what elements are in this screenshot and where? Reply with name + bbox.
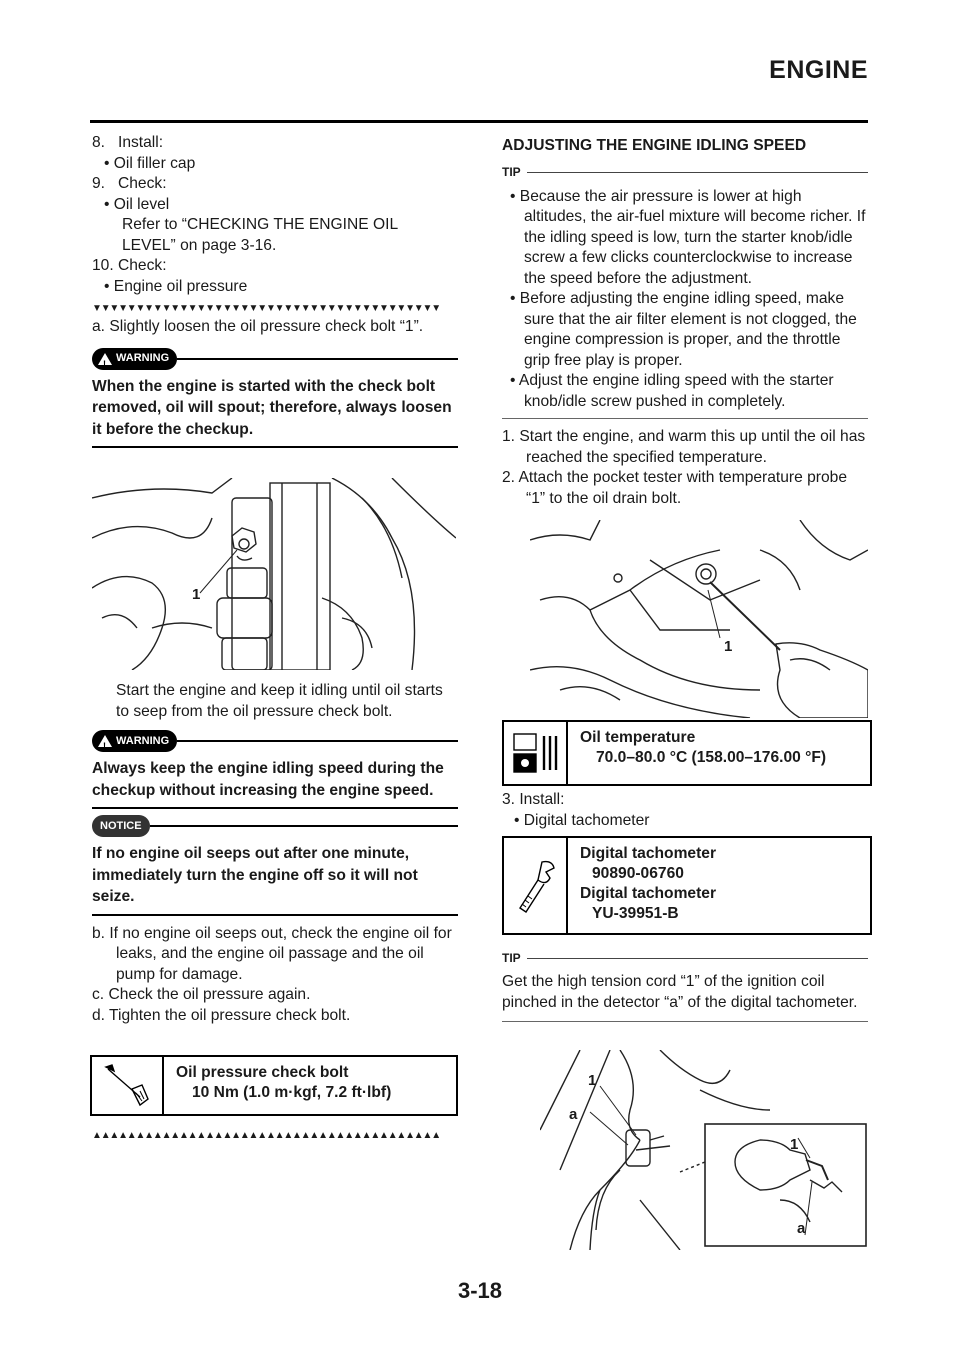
tip-item: • Because the air pressure is lower at high altitudes, the air-fuel mixture will become richer. If the idling speed is low, turn the starter knob/idle screw a few clicks counterclockwise to increase the speed before the adjustment. bbox=[510, 187, 866, 287]
figure-callout: 1 bbox=[192, 586, 201, 603]
step-1: 1. Start the engine, and warm this up until the oil has reached the specified temperature. bbox=[502, 428, 866, 466]
tip-header: TIP bbox=[502, 165, 868, 181]
right-column-mid bbox=[502, 790, 868, 831]
oil-temperature-spec-box bbox=[502, 720, 872, 786]
warning-text: Always keep the engine idling speed during the checkup without increasing the engine speed. bbox=[92, 760, 444, 799]
tool-name: Digital tachometer bbox=[580, 885, 717, 902]
step-item: • Oil filler cap bbox=[104, 154, 196, 172]
tip-text: Get the high tension cord “1” of the ignition coil pinched in the detector “a” of the digital tachometer. bbox=[502, 973, 858, 1011]
notice-header: NOTICE bbox=[92, 815, 458, 837]
procedure-end-marker: ▲▲▲▲▲▲▲▲▲▲▲▲▲▲▲▲▲▲▲▲▲▲▲▲▲▲▲▲▲▲▲▲▲▲▲▲▲▲▲▲ bbox=[92, 1130, 440, 1141]
figure-callout: 1 bbox=[588, 1072, 597, 1089]
page-title: ENGINE bbox=[769, 56, 868, 84]
warning-header: ! WARNING bbox=[92, 348, 458, 370]
gauge-icon bbox=[504, 722, 568, 784]
tool-part-number: 90890-06760 bbox=[592, 865, 684, 882]
figure-callout: 1 bbox=[790, 1136, 799, 1153]
warning-header: ! WARNING bbox=[92, 730, 458, 752]
section-title: ADJUSTING THE ENGINE IDLING SPEED bbox=[502, 137, 807, 154]
warning-icon: ! bbox=[98, 353, 112, 365]
step-list bbox=[92, 133, 458, 297]
tachometer-figure bbox=[540, 1050, 868, 1250]
tip-item: • Before adjusting the engine idling speed, make sure that the air filter element is not clogged, the engine compression is proper, and the throttle grip free play is proper. bbox=[510, 290, 857, 369]
left-column-lower bbox=[92, 681, 458, 1026]
step-2: 2. Attach the pocket tester with temperature probe “1” to the oil drain bolt. bbox=[502, 469, 847, 507]
step-item: 9. Check: bbox=[92, 175, 167, 192]
sub-step-d: d. Tighten the oil pressure check bolt. bbox=[92, 1006, 351, 1024]
figure-callout: a bbox=[797, 1220, 806, 1237]
step-item: 8. Install: bbox=[92, 134, 164, 151]
right-column bbox=[502, 136, 868, 509]
special-tool-box bbox=[502, 836, 872, 935]
step-item: • Oil level bbox=[104, 195, 170, 213]
torque-value: 10 Nm (1.0 m·kgf, 7.2 ft·lbf) bbox=[192, 1084, 392, 1101]
figure-callout: a bbox=[569, 1106, 578, 1123]
step-item: • Engine oil pressure bbox=[104, 277, 248, 295]
header-rule bbox=[90, 120, 868, 123]
step-3-item: • Digital tachometer bbox=[514, 811, 650, 829]
page-number: 3-18 bbox=[457, 1278, 503, 1303]
tool-part-number: YU-39951-B bbox=[592, 905, 679, 922]
tip-item: • Adjust the engine idling speed with the starter knob/idle screw pushed in completely. bbox=[510, 372, 834, 410]
tip-list bbox=[502, 187, 868, 413]
step-item: LEVEL” on page 3-16. bbox=[122, 236, 277, 254]
step-item: Refer to “CHECKING THE ENGINE OIL bbox=[122, 216, 399, 233]
tool-name: Digital tachometer bbox=[580, 845, 717, 862]
tip-header: TIP bbox=[502, 950, 868, 966]
step-item: 10. Check: bbox=[92, 257, 167, 274]
notice-text: If no engine oil seeps out after one minute, immediately turn the engine off so it will not seize. bbox=[92, 845, 418, 905]
warning-icon: ! bbox=[98, 735, 112, 747]
procedure-start-marker: ▼▼▼▼▼▼▼▼▼▼▼▼▼▼▼▼▼▼▼▼▼▼▼▼▼▼▼▼▼▼▼▼▼▼▼▼▼▼▼▼ bbox=[92, 303, 440, 314]
right-column-tip bbox=[502, 950, 868, 1022]
sub-step-b: b. If no engine oil seeps out, check the engine oil for leaks, and the engine oil passage and the oil pump for damage. bbox=[92, 924, 452, 983]
oil-temperature-value: 70.0–80.0 °C (158.00–176.00 °F) bbox=[596, 749, 827, 766]
oil-temperature-title: Oil temperature bbox=[580, 729, 696, 746]
sub-step-a: a. Slightly loosen the oil pressure check bolt “1”. bbox=[92, 318, 424, 335]
temperature-probe-figure bbox=[530, 520, 868, 718]
sub-step-c: c. Check the oil pressure again. bbox=[92, 986, 311, 1003]
oil-pressure-bolt-figure bbox=[92, 478, 456, 670]
figure-callout: 1 bbox=[724, 638, 733, 655]
torque-spec-box bbox=[90, 1055, 458, 1116]
left-column bbox=[92, 133, 458, 448]
start-engine-text: Start the engine and keep it idling until oil starts to seep from the oil pressure check bolt. bbox=[116, 682, 443, 720]
tool-icon bbox=[504, 838, 568, 933]
torque-title: Oil pressure check bolt bbox=[176, 1064, 349, 1081]
step-3: 3. Install: bbox=[502, 791, 565, 808]
warning-text: When the engine is started with the check bolt removed, oil will spout; therefore, always loosen it before the checkup. bbox=[92, 377, 452, 438]
torque-wrench-icon bbox=[92, 1057, 164, 1114]
